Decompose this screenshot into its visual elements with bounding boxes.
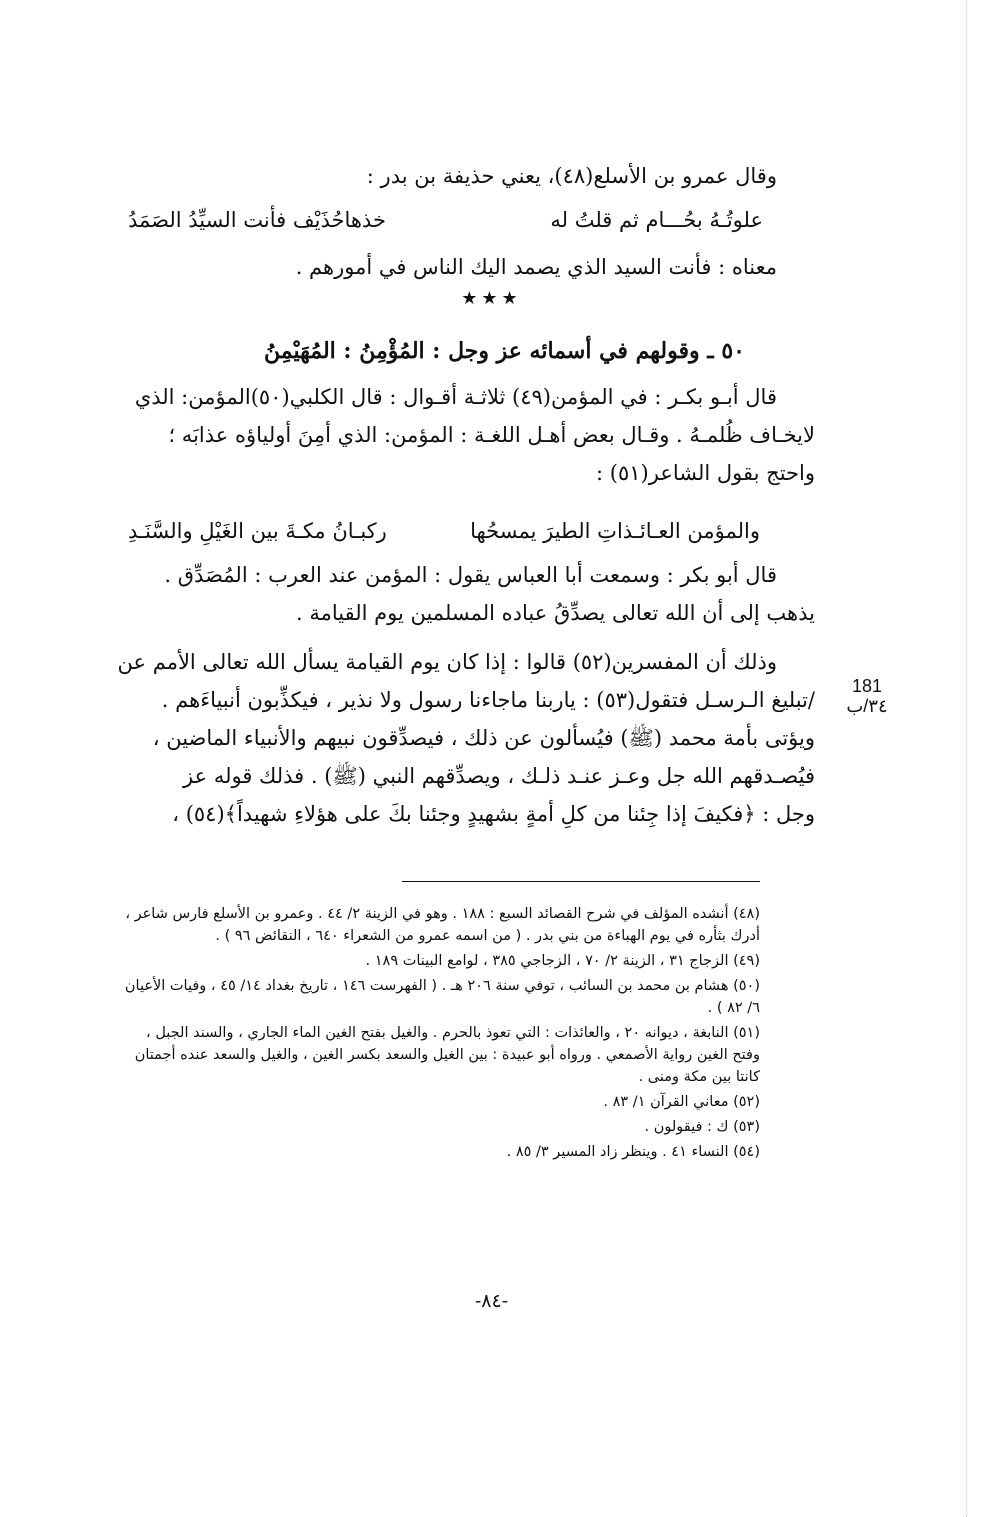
footnote-52: (٥٢) معاني القرآن ١/ ٨٣ . xyxy=(603,1094,760,1110)
footnote-50-line-2: ٦/ ٨٢ ) . xyxy=(707,1000,760,1016)
footnote-divider xyxy=(402,881,760,882)
paragraph-2-line-1: قال أبو بكر : وسمعت أبا العباس يقول : المؤمن عند العرب : المُصَدِّق . xyxy=(164,563,777,587)
section-heading: ٥٠ ـ وقولهم في أسمائه عز وجل : المُؤْمِنُ : المُهَيْمِنُ xyxy=(263,338,745,364)
paragraph-1-line-1: قال أبـو بكـر : في المؤمن(٤٩) ثلاثـة أقـوال : قال الكلبي(٥٠)المؤمن: الذي xyxy=(134,385,777,409)
footnote-53: (٥٣) ك : فيقولون . xyxy=(644,1119,760,1135)
paragraph-2 xyxy=(95,556,815,632)
paragraph-3-line-5: وجل : ﴿فكيفَ إذا جِئنا من كلِ أمةٍ بشهيدٍ وجئنا بكَ على هؤلاءِ شهيداً﴾(٥٤) ، xyxy=(172,802,815,826)
paragraph-3-line-2: /تبليغ الـرسـل فتقول(٥٣) : ياربنا ماجاءنا رسول ولا نذير ، فيكذِّبون أنبياءَهم . xyxy=(161,688,815,712)
paragraph-2-line-2: يذهب إلى أن الله تعالى يصدِّقُ عباده المسلمين يوم القيامة . xyxy=(295,601,815,625)
verse2-second-hemistich: ركبـانُ مكـةَ بين الغَيْلِ والسَّنَـدِ xyxy=(128,519,387,543)
section-separator: ★★★ xyxy=(461,288,522,309)
meaning-block xyxy=(95,248,815,286)
footnote-49: (٤٩) الزجاج ٣١ ، الزينة ٢/ ٧٠ ، الزجاجي ٣٨٥ ، لوامع البينات ١٨٩ . xyxy=(365,953,760,969)
folio-number: 181 xyxy=(851,676,883,696)
footnote-48-line-2: أدرك بثأره في يوم الهباءة من بني بدر . ( من اسمه عمرو من الشعراء ٦٤٠ ، النقائض ٩٦ ) . xyxy=(215,928,760,944)
scan-edge-line xyxy=(966,0,968,1517)
page-number: -٨٤- xyxy=(474,1290,509,1312)
paragraph-1-line-3: واحتج بقول الشاعر(٥١) : xyxy=(596,461,815,485)
footnote-54: (٥٤) النساء ٤١ . وينظر زاد المسير ٣/ ٨٥ . xyxy=(506,1144,760,1160)
paragraph-3-line-4: فيُصـدقهم الله جل وعـز عنـد ذلـك ، ويصدِّقهم النبي (ﷺ) . فذلك قوله عز xyxy=(183,764,815,788)
footnote-50-line-1: (٥٠) هشام بن محمد بن السائب ، توفي سنة ٢٠٦ هـ . ( الفهرست ١٤٦ ، تاريخ بغداد ١٤/ ٤٥ ، وفيات الأعيان xyxy=(124,978,760,994)
footnote-51-line-2: وفتح الغين رواية الأصمعي . ورواه أبو عبيدة : بين الغيل والسعد بكسر الغين ، والغيل والسعد عنده أجمتان xyxy=(134,1047,760,1063)
intro-text: وقال عمرو بن الأسلع(٤٨)، يعني حذيفة بن بدر : xyxy=(366,164,777,188)
verse1-first-hemistich: علوتُـهُ بحُـــام ثم قلتُ له xyxy=(550,208,763,232)
folio-leaf: ٣٤/ب xyxy=(846,696,888,716)
intro-line xyxy=(95,157,815,195)
paragraph-1-line-2: لايخـاف ظُلمـهُ . وقـال بعض أهـل اللغـة : المؤمن: الذي أمِنَ أولياؤه عذابَه ؛ xyxy=(168,423,815,447)
footnote-51-line-3: كانتا بين مكة ومنى . xyxy=(638,1069,760,1085)
verse1-second-hemistich: خذهاحُذَيْف فأنت السيِّدُ الصَمَدُ xyxy=(128,208,386,232)
footnote-51-line-1: (٥١) النابغة ، ديوانه ٢٠ ، والعائذات : التي تعوذ بالحرم . والغيل بفتح الغين الماء الجاري ، والسند الجبل ، xyxy=(146,1025,760,1041)
verse2-first-hemistich: والمؤمن العـائـذاتِ الطيرَ يمسحُها xyxy=(470,519,760,543)
paragraph-3-line-1: وذلك أن المفسرين(٥٢) قالوا : إذا كان يوم القيامة يسأل الله تعالى الأمم عن xyxy=(117,650,777,674)
manuscript-folio-note xyxy=(842,676,892,716)
footnotes xyxy=(70,903,760,1163)
paragraph-1 xyxy=(95,378,815,492)
paragraph-3 xyxy=(95,643,815,833)
paragraph-3-line-3: ويؤتى بأمة محمد (ﷺ) فيُسألون عن ذلك ، فيصدِّقون نبيهم والأنبياء الماضين ، xyxy=(152,726,815,750)
meaning-line: معناه : فأنت السيد الذي يصمد اليك الناس في أمورهم . xyxy=(295,255,777,279)
footnote-48-line-1: (٤٨) أنشده المؤلف في شرح القصائد السبع : ١٨٨ . وهو في الزينة ٢/ ٤٤ . وعمرو بن الأسلع فارس شاعر ، xyxy=(125,906,760,922)
